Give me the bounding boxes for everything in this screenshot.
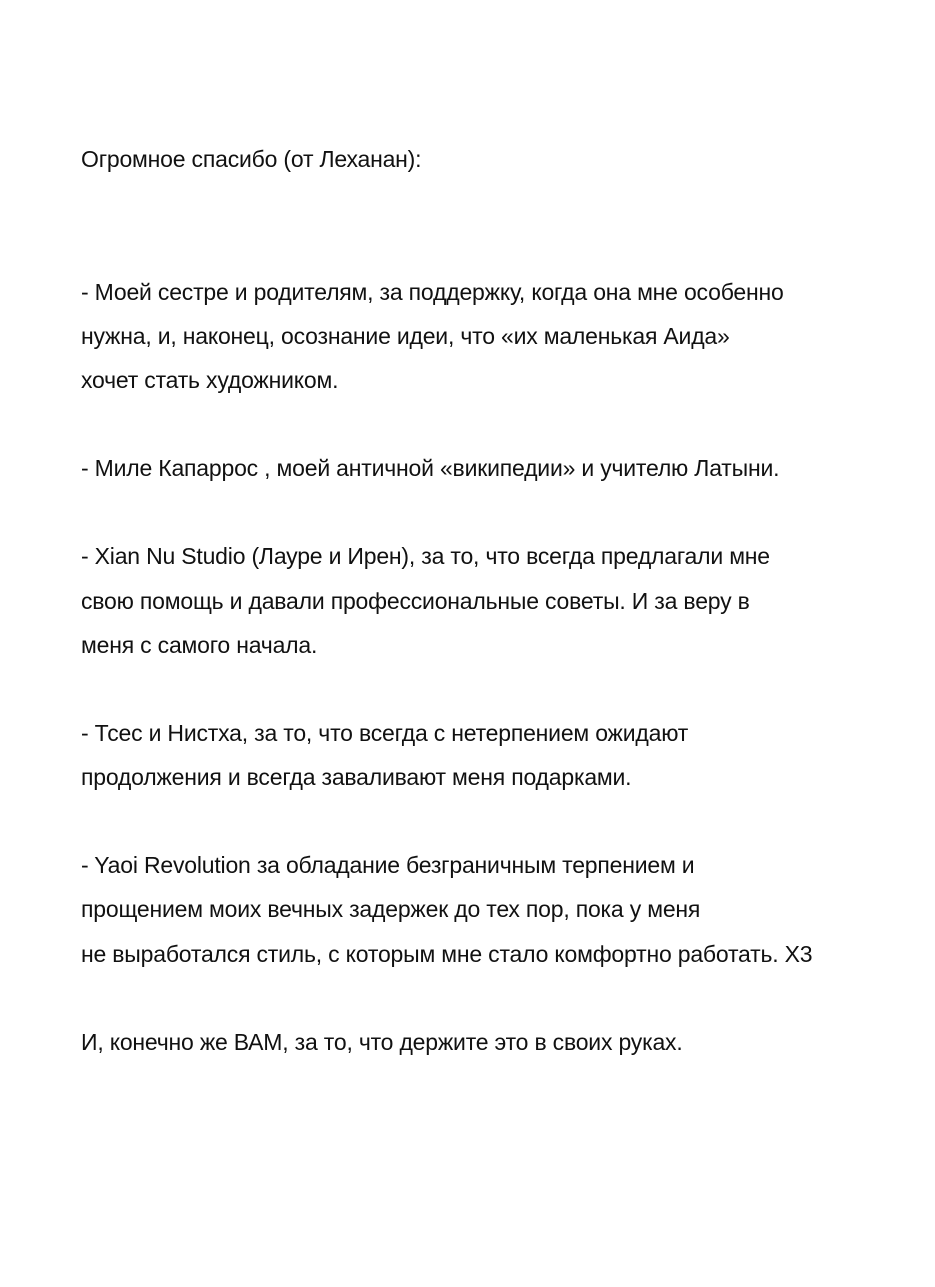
paragraph-line: меня с самого начала.: [81, 632, 318, 658]
paragraph-line: продолжения и всегда заваливают меня подарками.: [81, 764, 632, 790]
paragraph-line: - Миле Капаррос , моей античной «википедии» и учителю Латыни.: [81, 455, 780, 481]
paragraph-line: - Xian Nu Studio (Лауре и Ирен), за то, что всегда предлагали мне: [81, 543, 770, 569]
document-title: Огромное спасибо (от Леханан):: [81, 146, 422, 172]
paragraph-line: И, конечно же ВАМ, за то, что держите это в своих руках.: [81, 1029, 683, 1055]
paragraph-line: не выработался стиль, с которым мне стало комфортно работать. Х3: [81, 941, 813, 967]
paragraph-line: нужна, и, наконец, осознание идеи, что «их маленькая Аида»: [81, 323, 730, 349]
paragraph-line: хочет стать художником.: [81, 367, 339, 393]
paragraph-line: - Тсес и Нистха, за то, что всегда с нетерпением ожидают: [81, 720, 689, 746]
paragraph-line: прощением моих вечных задержек до тех пор, пока у меня: [81, 896, 701, 922]
paragraph-line: свою помощь и давали профессиональные советы. И за веру в: [81, 588, 750, 614]
paragraph-line: - Yaoi Revolution за обладание безграничным терпением и: [81, 852, 695, 878]
paragraph-line: - Моей сестре и родителям, за поддержку, когда она мне особенно: [81, 279, 784, 305]
